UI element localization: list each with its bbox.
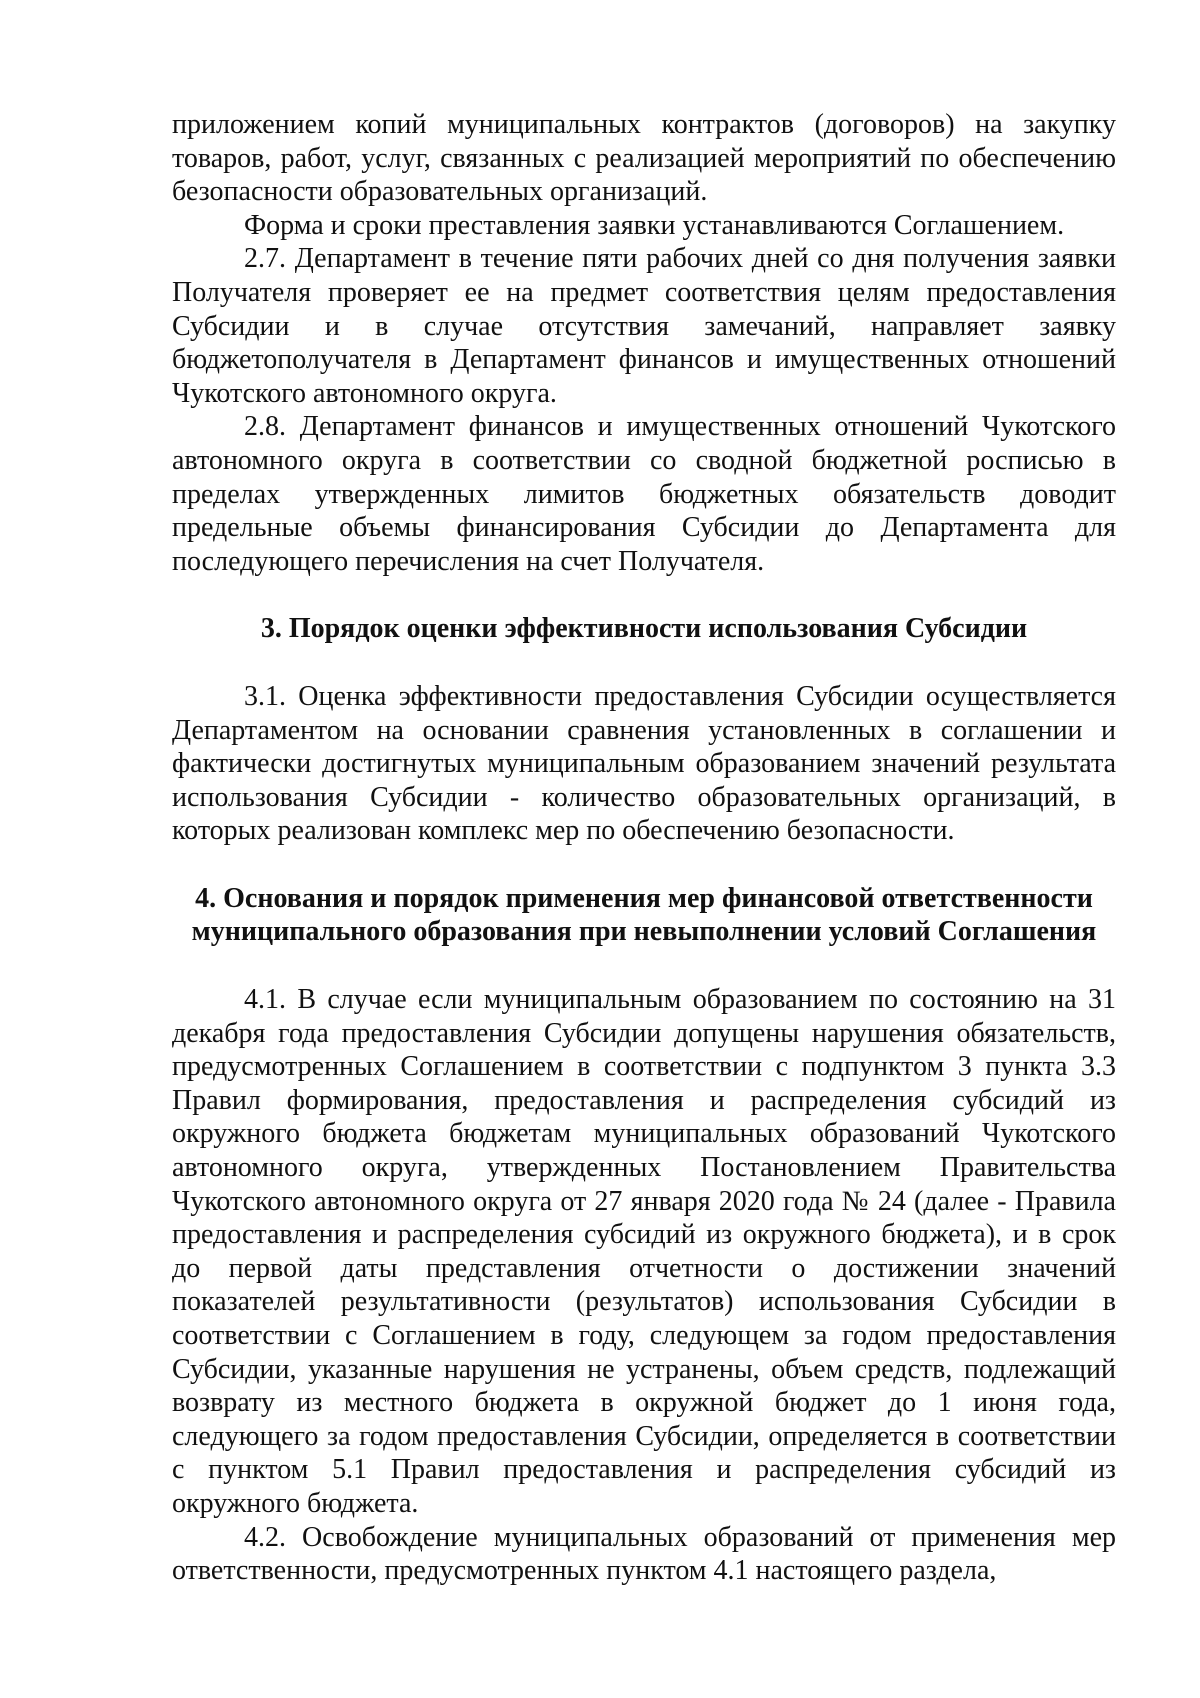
paragraph-2-8: 2.8. Департамент финансов и имущественных отношений Чукотского автономного округа в соответствии со сводной бюджетной росписью в пределах утвержденных лимитов бюджетных обязательств доводит предельные объемы финансирования Субсидии до Департамента для последующего перечисления на счет Получателя. <box>172 411 1116 577</box>
document-body <box>172 108 1116 1588</box>
paragraph-2-7: 2.7. Департамент в течение пяти рабочих дней со дня получения заявки Получателя проверяет ее на предмет соответствия целям предоставления Субсидии и в случае отсутствия замечаний, направляет заявку бюджетополучателя в Департамент финансов и имущественных отношений Чукотского автономного округа. <box>172 243 1116 409</box>
section-4-heading-line-1: 4. Основания и порядок применения мер финансовой ответственности <box>195 882 1093 914</box>
paragraph-4-1: 4.1. В случае если муниципальным образованием по состоянию на 31 декабря года предоставления Субсидии допущены нарушения обязательств, предусмотренных Соглашением в соответствии с подпунктом 3 пункта 3.3 Правил формирования, предоставления и распределения субсидий из окружного бюджета бюджетам муниципальных образований Чукотского автономного округа, утвержденных Постановлением Правительства Чукотского автономного округа от 27 января 2020 года № 24 (далее - Правила предоставления и распределения субсидий из окружного бюджета), и в срок до первой даты представления отчетности о достижении значений показателей результативности (результатов) использования Субсидии в соответствии с Соглашением в году, следующем за годом предоставления Субсидии, указанные нарушения не устранены, объем средств, подлежащий возврату из местного бюджета в окружной бюджет до 1 июня года, следующего за годом предоставления Субсидии, определяется в соответствии с пунктом 5.1 Правил предоставления и распределения субсидий из окружного бюджета. <box>172 984 1116 1519</box>
paragraph-4-2: 4.2. Освобождение муниципальных образований от применения мер ответственности, предусмотренных пунктом 4.1 настоящего раздела, <box>172 1521 1116 1587</box>
section-4-heading-line-2: муниципального образования при невыполнении условий Соглашения <box>191 916 1097 948</box>
section-3-heading-text: 3. Порядок оценки эффективности использования Субсидии <box>260 613 1028 645</box>
paragraph-intro: приложением копий муниципальных контрактов (договоров) на закупку товаров, работ, услуг, связанных с реализацией мероприятий по обеспечению безопасности образовательных организаций. <box>172 109 1116 208</box>
section-4-heading <box>172 882 1116 949</box>
section-3-heading <box>172 612 1116 646</box>
paragraph-form-deadlines: Форма и сроки преставления заявки устанавливаются Соглашением. <box>244 209 1065 241</box>
paragraph-3-1: 3.1. Оценка эффективности предоставления Субсидии осуществляется Департаментом на основании сравнения установленных в соглашении и фактически достигнутых муниципальным образованием значений результата использования Субсидии - количество образовательных организаций, в которых реализован комплекс мер по обеспечению безопасности. <box>172 680 1116 847</box>
